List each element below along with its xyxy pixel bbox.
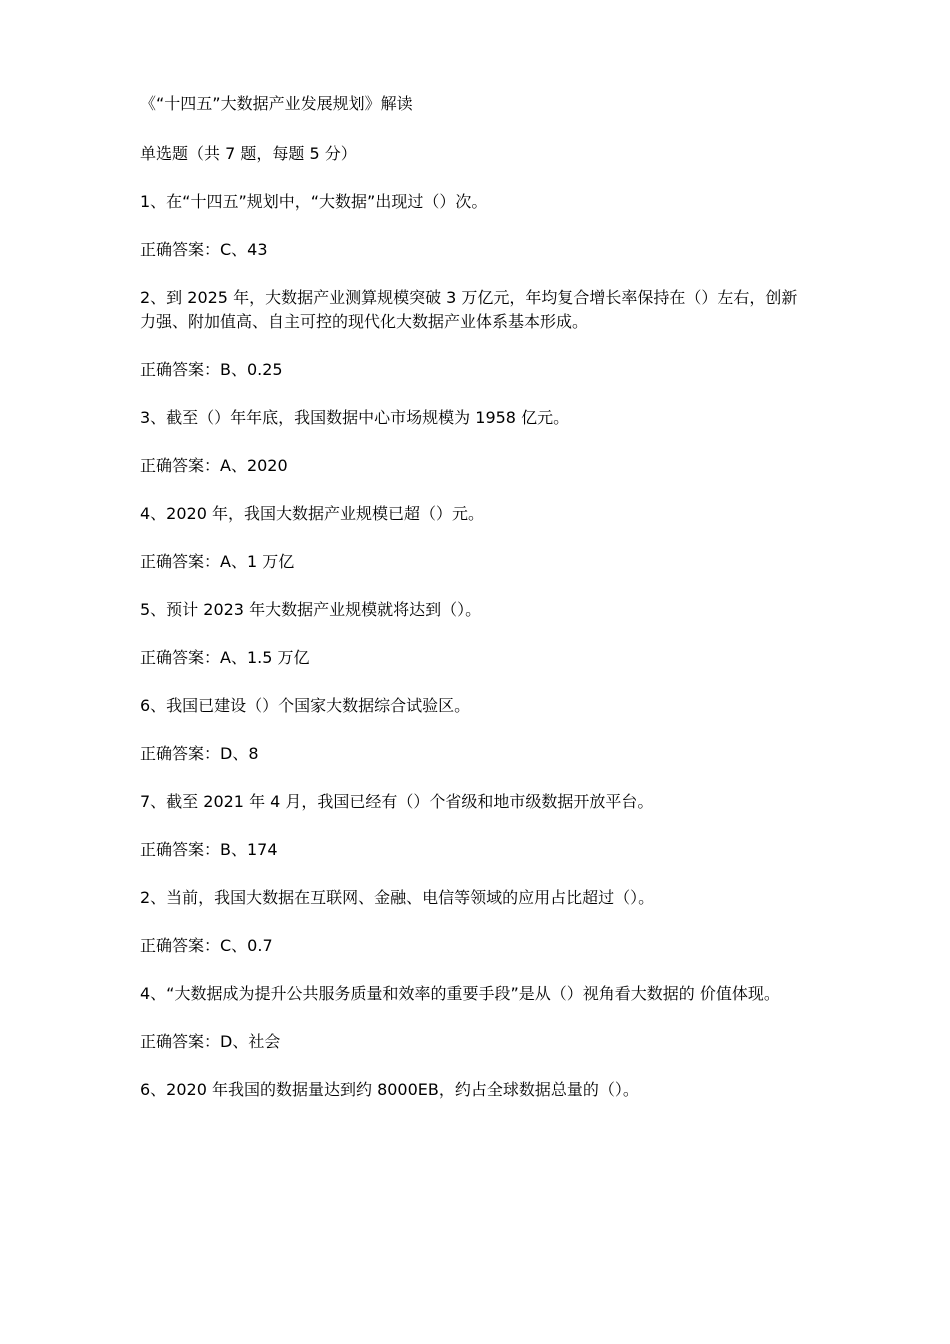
question-text: 6、我国已建设（）个国家大数据综合试验区。 (140, 696, 471, 715)
question-text: 4、2020 年，我国大数据产业规模已超（）元。 (140, 504, 484, 523)
document-title: 《“十四五”大数据产业发展规划》解读 (140, 94, 413, 113)
question-text: 6、2020 年我国的数据量达到约 8000EB，约占全球数据总量的（）。 (140, 1080, 639, 1099)
document-body (140, 92, 810, 1126)
question-text: 2、到 2025 年，大数据产业测算规模突破 3 万亿元，年均复合增长率保持在（）左右，创新力强、附加值高、自主可控的现代化大数据产业体系基本形成。 (140, 288, 798, 331)
answer-text: 正确答案：D、8 (140, 744, 259, 763)
section-heading: 单选题（共 7 题，每题 5 分） (140, 144, 357, 163)
answer-text: 正确答案：B、0.25 (140, 360, 283, 379)
answer-text: 正确答案：B、174 (140, 840, 278, 859)
question-text: 2、当前，我国大数据在互联网、金融、电信等领域的应用占比超过（）。 (140, 888, 655, 907)
answer-text: 正确答案：A、1.5 万亿 (140, 648, 310, 667)
question-text: 4、“大数据成为提升公共服务质量和效率的重要手段”是从（）视角看大数据的 价值体现。 (140, 984, 780, 1003)
question-text: 7、截至 2021 年 4 月，我国已经有（）个省级和地市级数据开放平台。 (140, 792, 654, 811)
answer-text: 正确答案：C、0.7 (140, 936, 273, 955)
answer-text: 正确答案：C、43 (140, 240, 268, 259)
question-text: 1、在“十四五”规划中，“大数据”出现过（）次。 (140, 192, 488, 211)
question-text: 5、预计 2023 年大数据产业规模就将达到（）。 (140, 600, 482, 619)
answer-text: 正确答案：A、1 万亿 (140, 552, 295, 571)
question-text: 3、截至（）年年底，我国数据中心市场规模为 1958 亿元。 (140, 408, 570, 427)
answer-text: 正确答案：A、2020 (140, 456, 288, 475)
answer-text: 正确答案：D、社会 (140, 1032, 281, 1051)
